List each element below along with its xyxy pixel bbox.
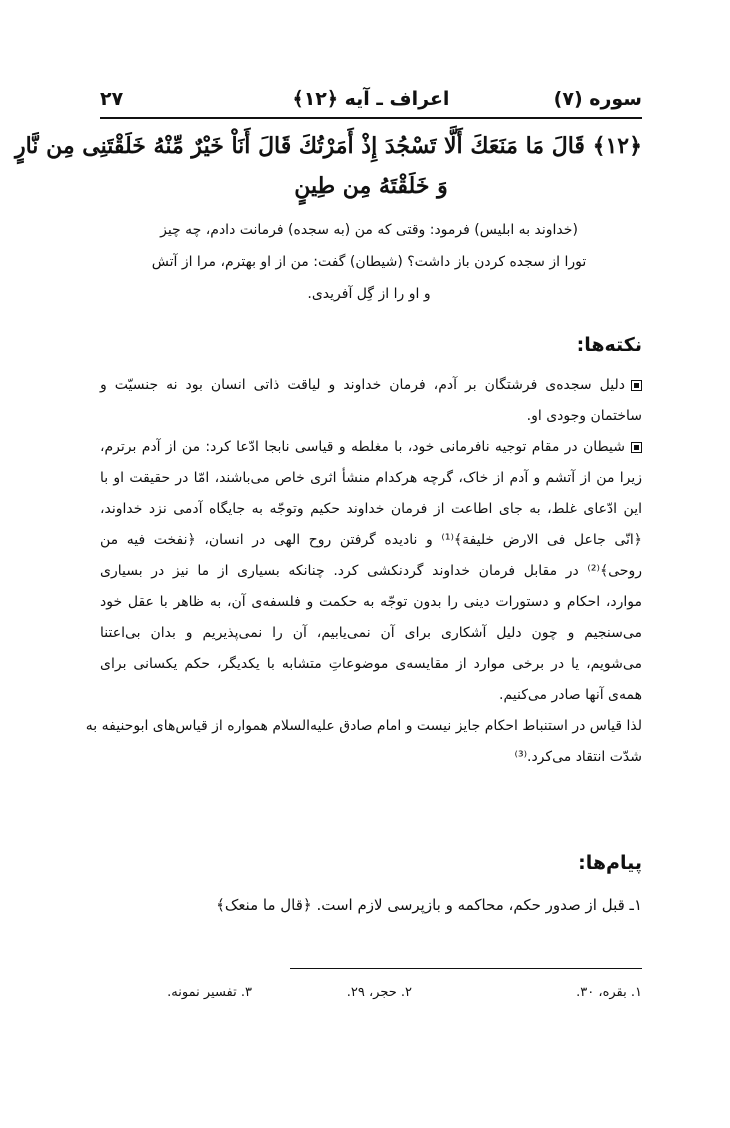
note-line: ساختمان وجودی او. [526,408,642,424]
square-bullet-icon [631,442,642,453]
page-number: ۲۷ [100,88,124,110]
arabic-verse [14,126,642,206]
note-line: شیطان در مقام توجیه نافرمانی خود، با مغلطه و قیاسی نابجا ادّعا کرد: من از آدم برترم، [100,432,642,463]
arabic-line-1: ﴿۱۲﴾ قَالَ مَا مَنَعَكَ أَلَّا تَسْجُدَ إِذْ أَمَرْتُكَ قَالَ أَنَاْ خَيْرٌ مِّنْهُ خَلَقْتَنِى مِن نَّارٍ [14,133,642,159]
footnote-1: ۱. بقره، ۳۰. [576,985,642,1000]
note-line: همه‌ی آنها صادر می‌کنیم. [499,687,642,703]
header-surah: سوره (۷) [553,88,642,110]
notes-heading: نکته‌ها: [576,334,642,356]
note-line: موارد، احکام و دستورات دینی را بدون توجّه به حکمت و فلسفه‌ی آن، به ظاهر با عقل خود [100,594,642,610]
translation-line: تورا از سجده کردن باز داشت؟ (شیطان) گفت: من از او بهترم، مرا از آتش [151,254,587,270]
message-item: ۱ـ قبل از صدور حکم، محاکمه و بازپرسی لازم است. ﴿قال ما منعک﴾ [216,896,642,914]
translation-line: و او را از گِل آفریدی. [307,286,431,302]
note-line: شدّت انتقاد می‌کرد.⁽³⁾ [514,749,642,765]
note-line: ﴿انّی جاعل فی الارض خلیفة﴾⁽¹⁾ و نادیده گرفتن روح الهی در انسان، ﴿نفخت فیه من [100,532,643,548]
translation-line: (خداوند به ابلیس) فرمود: وقتی که من (به سجده) فرمانت دادم، چه چیز [160,222,578,238]
note-line: لذا قیاس در استنباط احکام جایز نیست و امام صادق علیه‌السلام همواره از قیاس‌های ابوحنیفه به [85,718,642,734]
note-line: دلیل سجده‌ی فرشتگان بر آدم، فرمان خداوند و لیاقت ذاتی انسان بود نه جنسیّت و [100,370,642,401]
arabic-line-2: وَ خَلَقْتَهُ مِن طِينٍ [294,173,448,199]
note-line: زیرا من از آتشم و آدم از خاک، گرچه هرکدام منشأ اثری خاص می‌باشند، امّا در حقیقت او با [100,470,642,486]
footnote-3: ۳. تفسیر نمونه. [167,985,252,1000]
footnote-rule [290,968,642,969]
verse-translation [120,214,618,310]
messages-heading: پیام‌ها: [578,852,642,874]
header-rule [100,117,642,119]
note-line: می‌شویم، یا در برخی موارد از مقایسه‌ی موضوعاتِ متشابه با یکدیگر، حکم یکسانی برای [100,656,642,672]
note-line: می‌سنجیم و چون دلیل آشکاری برای آن نمی‌یابیم، آن را نمی‌پذیریم و بدان بی‌اعتنا [100,625,642,641]
notes-body [85,370,643,773]
footnote-2: ۲. حجر، ۲۹. [346,985,412,1000]
note-line: روحی﴾⁽²⁾ در مقابل فرمان خداوند گردنکشی کرد. چنانکه بسیاری از ما نیز در بسیاری [100,563,642,579]
page-header [100,88,642,116]
square-bullet-icon [631,380,642,391]
footnotes [100,985,642,1009]
note-line: این ادّعای غلط، به جای اطاعت از فرمان خداوند حکیم وتوجّه به جایگاه آدمی نزد خداوند، [100,501,642,517]
header-verse: اعراف ـ آیه ﴿۱۲﴾ [292,88,450,110]
